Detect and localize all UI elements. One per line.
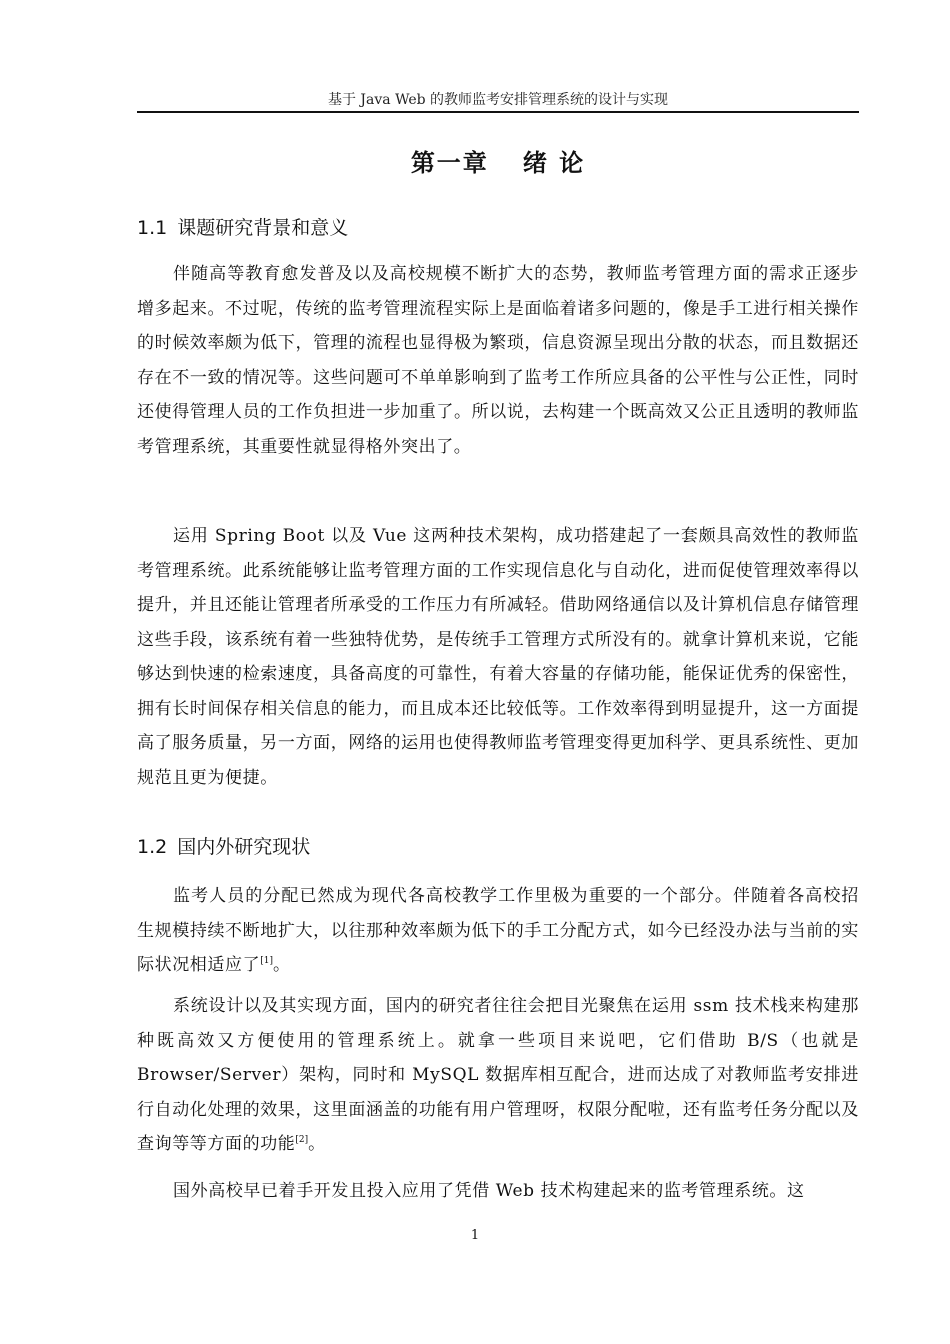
paragraph	[137, 879, 859, 983]
section-title: 课题研究背景和意义	[177, 217, 349, 239]
page-number: 1	[470, 1228, 480, 1243]
section-title: 国内外研究现状	[177, 836, 311, 858]
section-number: 1.2	[137, 836, 168, 858]
paragraph: 伴随高等教育愈发普及以及高校规模不断扩大的态势，教师监考管理方面的需求正逐步增多起来。不过呢，传统的监考管理流程实际上是面临着诸多问题的，像是手工进行相关操作的时候效率颇为低下，管理的流程也显得极为繁琐，信息资源呈现出分散的状态，而且数据还存在不一致的情况等。这些问题可不单单影响到了监考工作所应具备的公平性与公正性，同时还使得管理人员的工作负担进一步加重了。所以说，去构建一个既高效又公正且透明的教师监考管理系统，其重要性就显得格外突出了。	[137, 264, 859, 457]
paragraph-text: 系统设计以及其实现方面，国内的研究者往往会把目光聚焦在运用 ssm 技术栈来构建那种既高效又方便使用的管理系统上。就拿一些项目来说吧，它们借助 B/S（也就是 Browser/Server）架构，同时和 MySQL 数据库相互配合，进而达成了对教师监考安排进行自动化处理的效果，这里面涵盖的功能有用户管理呀，权限分配啦，还有监考任务分配以及查询等等方面的功能	[137, 996, 859, 1154]
header-rule	[137, 111, 859, 113]
section-heading-1-1	[137, 215, 859, 241]
paragraph: 运用 Spring Boot 以及 Vue 这两种技术架构，成功搭建起了一套颇具高效性的教师监考管理系统。此系统能够让监考管理方面的工作实现信息化与自动化，进而促使管理效率得以提升，并且还能让管理者所承受的工作压力有所减轻。借助网络通信以及计算机信息存储管理这些手段，该系统有着一些独特优势，是传统手工管理方式所没有的。就拿计算机来说，它能够达到快速的检索速度，具备高度的可靠性，有着大容量的存储功能，能保证优秀的保密性，拥有长时间保存相关信息的能力，而且成本还比较低等。工作效率得到明显提升，这一方面提高了服务质量，另一方面，网络的运用也使得教师监考管理变得更加科学、更具系统性、更加规范且更为便捷。	[137, 526, 859, 788]
paragraph-text: 国外高校早已着手开发且投入应用了凭借 Web 技术构建起来的监考管理系统。这	[173, 1181, 805, 1201]
section-heading-1-2	[137, 834, 859, 860]
chapter-label: 第一章	[410, 149, 489, 177]
chapter-name: 绪 论	[522, 149, 586, 177]
paragraph	[137, 1174, 859, 1209]
paragraph	[137, 989, 859, 1162]
paragraph-tail: 。	[308, 1134, 326, 1154]
running-header: 基于 Java Web 的教师监考安排管理系统的设计与实现	[327, 92, 669, 108]
section-number: 1.1	[137, 217, 168, 239]
chapter-title	[137, 147, 859, 179]
citation-ref[interactable]: [2]	[295, 1135, 309, 1145]
citation-ref[interactable]: [1]	[260, 956, 273, 966]
paragraph-tail: 。	[272, 955, 291, 975]
paragraph-text: 监考人员的分配已然成为现代各高校教学工作里极为重要的一个部分。伴随着各高校招生规模持续不断地扩大，以往那种效率颇为低下的手工分配方式，如今已经没办法与当前的实际状况相适应了	[137, 886, 859, 975]
